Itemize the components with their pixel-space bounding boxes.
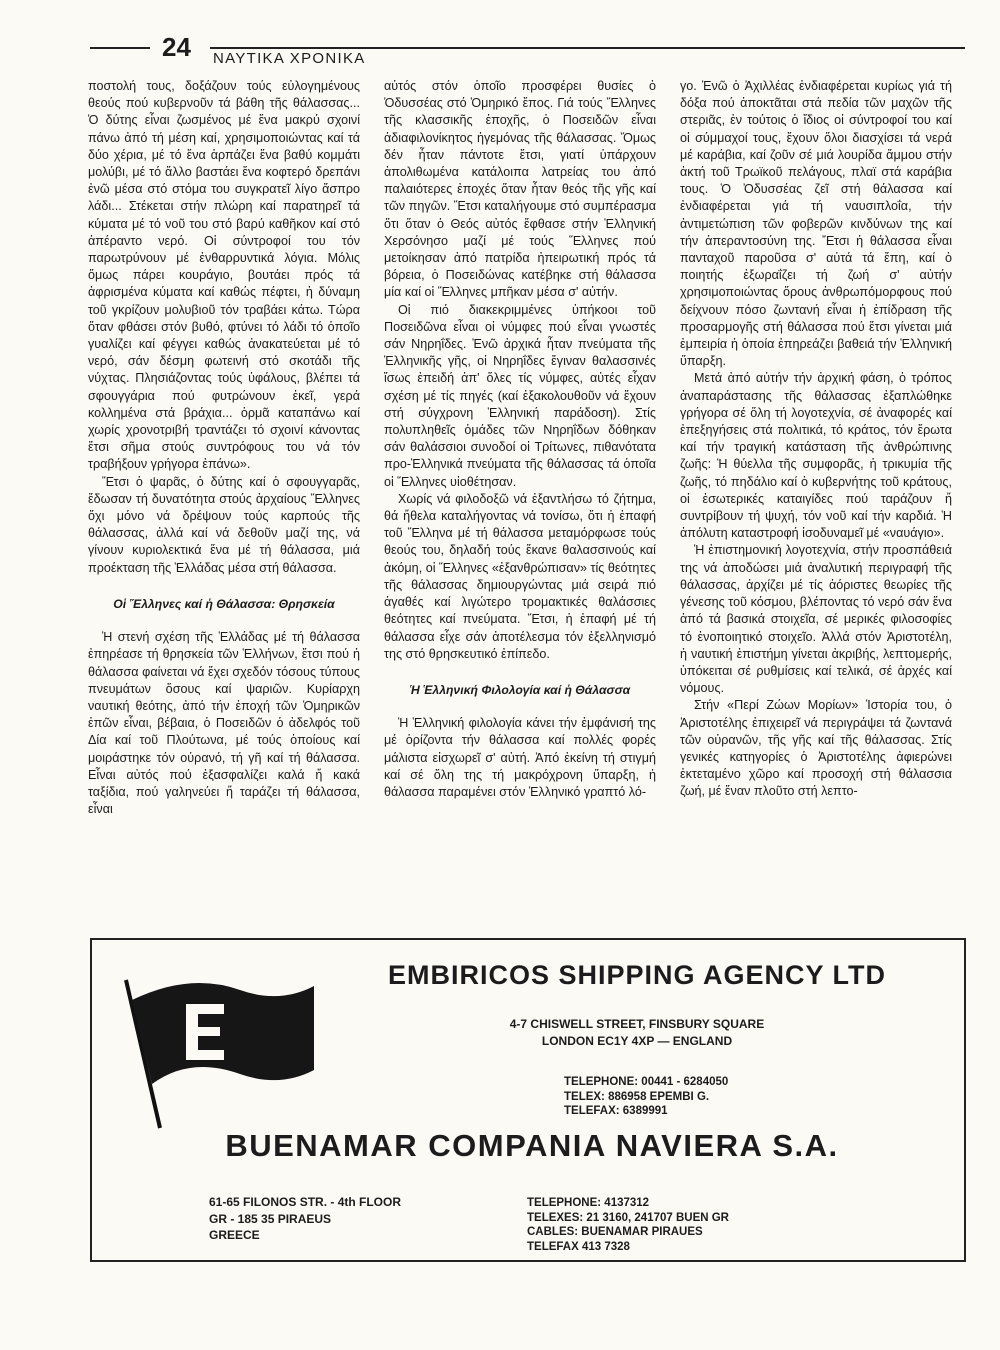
page-header — [90, 32, 965, 68]
company-name-embiricos: EMBIRICOS SHIPPING AGENCY LTD — [387, 960, 887, 990]
paragraph: Ἡ στενή σχέση τῆς Ἑλλάδας μέ τή θάλασσα ἐπηρέασε τή θρησκεία τῶν Ἑλλήνων, ἔτσι πού ἡ θάλασσα φαίνεται νά ἔχει σχεδόν τόσους τύπους πνευμάτων ὅσους καί ψαριῶν. Κυρίαρχη ναυτική θεότης, ἀπό τήν ἐποχή τῶν Ὁμηρικῶν ἐπῶν εἶναι, βέβαια, ὁ Ποσειδῶν ὁ ἀδελφός τοῦ Δία καί τοῦ Πλούτωνα, μέ τούς ὁποίους καί μοιράστηκε τόν οὐρανό, τή γῆ καί τή θάλασσα. Εἶναι αὐτός πού ἐξασφαλίζει καλά ἤ κακά ταξίδια, πού γαληνεύει ἤ ταράζει τή θάλασσα, εἶναι — [88, 630, 360, 817]
address-line: 61-65 FILONOS STR. - 4th FLOOR — [209, 1195, 402, 1209]
contact-line: TELEXES: 21 3160, 241707 BUEN GR — [527, 1211, 729, 1224]
company2-contacts — [527, 1196, 729, 1254]
company2-address — [209, 1194, 401, 1244]
section-heading-religion: Οἱ Ἕλληνες καί ἡ Θάλασσα: Θρησκεία — [113, 596, 335, 611]
paragraph: Μετά ἀπό αὐτήν τήν ἀρχική φάση, ὁ τρόπος ἀναπαράστασης τῆς θάλασσας ἐξαπλώθηκε γρήγορα σέ ὅλη τή λογοτεχνία, σέ ἀναφορές καί ἐπεξηγήσεις στά πολιτικά, τό κράτος, τόν ἔρωτα καί τήν τραγική κατάσταση τῆς ἀνθρώπινης ζωῆς: Ἡ θύελλα τῆς συμφορᾶς, ἡ τρικυμία τῆς ζωῆς, τό πηδάλιο καί ὁ κυβερνήτης τοῦ κράτους, οἱ ἐσωτερικές καταιγίδες πού ταράζουν ἤ συντρίβουν τή ψυχή, τόν νοῦ καί τήν καρδιά. Ἡ ἀπόλυτη καταστροφή ἰσοδυναμεῖ μέ «ναυάγιο». — [680, 371, 952, 541]
paragraph: Στήν «Περί Ζώων Μορίων» Ἱστορία του, ὁ Ἀριστοτέλης ἐπιχειρεῖ νά περιγράψει τά ζωντανά τῶν οὐρανῶν, τῆς γῆς καί τῆς θάλασσας. Στίς γενικές κατηγορίες ὁ Ἀριστοτέλης ἀφιερώνει ἐκτεταμένο χῶρο καί προσοχή στή θάλασσια ζωή, μέ ἕναν πλοῦτο στή λεπτο- — [680, 698, 952, 799]
contact-line: TELEPHONE: 00441 - 6284050 — [564, 1076, 729, 1088]
article-column-1 — [88, 78, 360, 930]
advertisement-box — [90, 938, 966, 1262]
address-line: LONDON EC1Y 4XP — ENGLAND — [541, 1034, 733, 1048]
address-line: 4-7 CHISWELL STREET, FINSBURY SQUARE — [509, 1017, 765, 1031]
paragraph: Ἡ Ἑλληνική φιλολογία κάνει τήν ἐμφάνισή της μέ ὁρίζοντα τήν θάλασσα καί πολλές φορές μάλιστα εἰσχωρεῖ σ' αὐτή. Ἀπό ἐκείνη τή στιγμή καί σέ ὅλη της τή μακρόχρονη ὕπαρξη, ἡ θάλασσα παραμένει στόν Ἑλληνικό γραπτό λό- — [384, 716, 656, 799]
paragraph: ποστολή τους, δοξάζουν τούς εὐλογημένους θεούς πού κυβερνοῦν τά βάθη τῆς θάλασσας... Ὁ δύτης εἶναι ζωσμένος μέ ἕνα μακρύ σχοινί πάνω ἀπό τή μέση καί, χρησιμοποιώντας καί τά δύο χέρια, μέ τό ἕνα ἁρπάζει ἕνα βαθύ κομμάτι μολύβι, μέ τό ἄλλο βαστάει ἕνα κοφτερό δρεπάνι ἐνῶ μέσα στό στόμα του συγκρατεῖ λίγο ἄσπρο λάδι... Στέκεται στήν πλώρη καί παρατηρεῖ τά κύματα μέ τό νοῦ του στό βαρύ καθῆκον καί στό ἀπέραντο νερό. Οἱ σύντροφοί του τόν παρωτρύνουν μέ ἐνθαρρυντικά λόγια. Μόλις ὅμως πάρει κουράγιο, βουτάει πρός τά ἀφρισμένα κύματα καί καθώς πέφτει, ἡ δύναμη τοῦ γκρίζουν μολυβιοῦ τόν τραβάει κάτω. Τώρα ὅταν φθάσει στόν βυθό, φτύνει τό λάδι τό ὁποῖο γυαλίζει καί φέγγει καθώς ἀνακατεύεται μέ τό νερό, σάν δέσμη φωτεινή στό σκοτάδι τῆς νύχτας. Πλησιάζοντας τούς ὑφάλους, βλέπει τά σφουγγάρια πού φυτρώνουν ἐκεῖ, γερά κολλημένα στά βράχια... ὁρμᾶ καταπάνω καί χωρίς χρονοτριβή τραντάζει τό σχοινί κάνοντας ἔτσι σῆμα στούς συντρόφους του νά τόν τραβήξουν γρήγορα ἐπάνω». — [88, 79, 360, 472]
address-line: GREECE — [209, 1228, 260, 1242]
magazine-title: ΝΑΥΤΙΚΑ ΧΡΟΝΙΚΑ — [213, 50, 366, 67]
contact-line: TELEPHONE: 4137312 — [527, 1197, 650, 1209]
address-line: GR - 185 35 PIRAEUS — [209, 1211, 332, 1226]
page-number: 24 — [162, 32, 191, 62]
company1-address — [422, 1016, 852, 1050]
header-rule-right — [210, 47, 965, 49]
section-heading-literature: Ἡ Ἑλληνική Φιλολογία καί ἡ Θάλασσα — [409, 682, 631, 697]
paragraph: Χωρίς νά φιλοδοξῶ νά ἐξαντλήσω τό ζήτημα, θά ἤθελα καταλήγοντας νά τονίσω, ὅτι ἡ ἐπαφή τοῦ Ἕλληνα μέ τή θάλασσα μεταμόρφωσε τούς θεούς του, δηλαδή τούς ἔκανε θαλασσινούς καί ἀκόμη, οἱ Ἕλληνες «ἐξανθρώπισαν» τίς θεότητες τῆς θάλασσας δημιουργώντας μιά σειρά πιό ἀγαθές καί λιγώτερο τρομακτικές θαλάσσιες θεότητες καί πνεύματα. Ἔτσι, ἡ ἐπαφή μέ τή θάλασσα εἶχε σάν ἀποτέλεσμα τόν ἐξελληνισμό της στό θρησκευτικό ἐπίπεδο. — [384, 491, 656, 661]
company1-contacts — [564, 1075, 728, 1119]
article-column-2 — [384, 78, 656, 930]
contact-line: TELEFAX 413 7328 — [527, 1240, 630, 1253]
article-column-3 — [680, 78, 952, 930]
paragraph: Ἡ ἐπιστημονική λογοτεχνία, στήν προσπάθειά της νά ἀποδώσει μιά ἀναλυτική περιγραφή τῆς θάλασσας, ἀρχίζει μέ τίς ἀόριστες θεωρίες τῆς γένεσης τοῦ κόσμου, βλέποντας τό νερό σάν ἕνα ἀπό τά βασικά στοιχεῖα, σέ μερικές φιλοσοφίες τό ἑνοποιητικό στοιχεῖο. Ἀλλά στόν Ἀριστοτέλη, ἡ ναυτική ἐπιστήμη γίνεται ἀκριβής, λεπτομερής, ὑπόκειται σέ ρυθμίσεις καί τελικά, σέ ἀρχές καί νόμους. — [680, 543, 952, 696]
company-flag-icon — [120, 966, 320, 1136]
contact-line: TELEX: 886958 EPEMBI G. — [564, 1090, 710, 1103]
paragraph: Οἱ πιό διακεκριμμένες ὑπήκοοι τοῦ Ποσειδῶνα εἶναι οἱ νύμφες πού εἶναι γνωστές σάν Νηρηΐδες. Ἐνῶ ἀρχικά ἦταν πνεύματα τῆς Ἑλληνικῆς γῆς, οἱ Νηρηΐδες ἔγιναν θαλασσινές ἴσως ἐπειδή ἀπ' ὅλες τίς νύμφες, αὐτές εἶχαν σχέση μέ τίς πηγές (καί ἐξακολουθοῦν νά ἔχουν στή σύγχρονη Ἑλληνική παράδοση). Στίς πολυπληθεῖς ὁμάδες τῶν Νηρηΐδων δόθηκαν σάν θαλάσσιοι συνοδοί οἱ Τρίτωνες, πιθανότατα προ-Ἑλληνικά πνεύματα τῆς θάλασσας τά ὁποῖα οἱ Ἕλληνες υἱοθέτησαν. — [384, 302, 656, 489]
contact-line: TELEFAX: 6389991 — [564, 1105, 668, 1117]
contact-line: CABLES: BUENAMAR PIRAUES — [527, 1226, 703, 1238]
paragraph: Ἔτσι ὁ ψαρᾶς, ὁ δύτης καί ὁ σφουγγαρᾶς, ἔδωσαν τή δυνατότητα στούς ἀρχαίους Ἕλληνες ὄχι μόνο νά δρέψουν τούς καρπούς τῆς θάλασσας, ἀλλά καί νά δεθοῦν μαζί της, νά γίνουν κυριολεκτικά ἕνα μέ τή θάλασσα, μιά προέκταση τῆς Ἑλλάδας μέσα στή θάλασσα. — [88, 474, 360, 575]
paragraph: γο. Ἐνῶ ὁ Ἀχιλλέας ἐνδιαφέρεται κυρίως γιά τή δόξα πού ἀποκτᾶται στά πεδία τῶν μαχῶν τῆς στεριᾶς, ἐν τούτοις ὁ ἴδιος οἱ σύντροφοί του καί οἱ σύμμαχοί τους, ἔχουν ὅλοι διασχίσει τά νερά μέ καράβια, καί ζοῦν σέ μιά λουρίδα ἄμμου στήν ἀκτή τοῦ Τρωϊκοῦ πελάγους, πλαϊ στά καράβια τους. Ὁ Ὀδυσσέας ζεῖ στή θάλασσα καί ἐνδιαφέρεται γιά τή ναυσιπλοΐα, τήν ἀντιμετώπιση τῶν φοβερῶν κινδύνων της καί τήν ἀπεραντοσύνη της. Ἔτσι ἡ θάλασσα εἶναι πανταχοῦ παροῦσα σ' αὐτά τά ἔπη, καί ὁ ποιητής ἐξωραΐζει τή ζωή σ' αὐτήν χρησιμοποιώντας ὅρους ἀνθρωπόμορφους πού δείχνουν πόσο ζωντανή εἶναι ἡ ἐπίδραση τῆς προσαρμογῆς στή θάλασσα πού ἔτσι γίνεται μιά ἐμπειρία ἡ ὁποία ἐπηρεάζει βαθειά τήν Ἑλληνική ὕπαρξη. — [680, 79, 952, 369]
header-rule-left — [90, 47, 150, 49]
paragraph: αὐτός στόν ὁποῖο προσφέρει θυσίες ὁ Ὀδυσσέας στό Ὁμηρικό ἔπος. Γιά τούς Ἕλληνες τῆς κλασσικῆς ἐποχῆς, ὁ Ποσειδῶν εἶναι ἀδιαφιλονίκητος ἡγεμόνας τῆς θάλασσας. Ὅμως δέν ἦταν πάντοτε ἔτσι, γιατί ὑπάρχουν ἀπολιθωμένα κατάλοιπα λατρείας του ἀπό παλαιότερες ἐποχές ὅταν ἦταν θεός τῆς γῆς καί τῶν πηγῶν. Ἔτσι καταλήγουμε στό συμπέρασμα ὅτι ὅταν ὁ Θεός αὐτός ἔφθασε στήν Ἑλληνική Χερσόνησο μαζί μέ τούς Ἕλληνες πού μετοίκησαν ἀπό πατρίδα ἠπειρωτική πρός τά βόρεια, ὁ Ποσειδώνας κατέβηκε στή θάλασσα μία καί οἱ Ἕλληνες μπῆκαν μέσα σ' αὐτήν. — [384, 79, 656, 300]
company-name-buenamar: BUENAMAR COMPANIA NAVIERA S.A. — [225, 1128, 839, 1163]
